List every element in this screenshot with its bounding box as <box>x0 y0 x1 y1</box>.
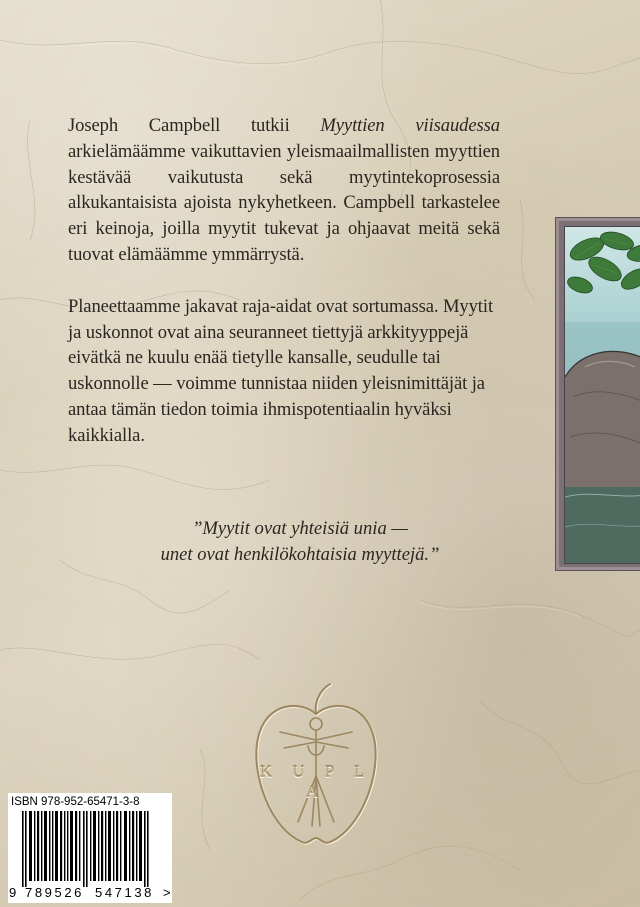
ean-left-group: 789526 <box>25 885 84 900</box>
campbell-quote <box>100 516 500 568</box>
publisher-logo <box>250 680 382 850</box>
paragraph-1-intro: Joseph Campbell tutkii <box>68 115 321 136</box>
paragraph-1-rest: arkielämäämme vaikuttavien yleismaailmallisten myyttien kestävää vaikutusta sekä myytintekoprosessia alkukantaisista ajoista nykyhetkeen. Campbell tarkastelee eri keinoja, joilla myytit tukevat ja ohjaavat meitä sekä tuovat elämäämme ymmärrystä. <box>68 140 500 265</box>
description-paragraph-1 <box>68 113 500 268</box>
ean-first-digit: 9 <box>9 885 17 900</box>
isbn-barcode <box>8 793 172 903</box>
painting-image <box>564 226 640 564</box>
publisher-name: K U P L A <box>259 762 373 801</box>
framed-painting <box>556 218 640 570</box>
quote-line-2: unet ovat henkilökohtaisia myyttejä.” <box>160 543 440 565</box>
isbn-label: ISBN 978-952-65471-3-8 <box>11 796 140 808</box>
book-title: Myyttien viisaudessa <box>320 115 500 136</box>
ean-right-group: 547138 <box>95 885 154 900</box>
description-paragraph-2: Planeettaamme jakavat raja-aidat ovat sortumassa. Myytit ja uskonnot ovat aina seuranneet tiettyjä arkkityyppejä eivätkä ne kuulu enää tietylle kansalle, seudulle tai uskonnolle — voimme tunnistaa niiden yleisnimittäjät ja antaa tämän tiedon toimia ihmispotentiaalin hyväksi kaikkialla. <box>68 295 494 446</box>
ean-quiet-zone-mark: > <box>163 885 171 900</box>
back-cover-description <box>68 113 500 449</box>
painting-scene <box>565 227 640 563</box>
barcode-bars <box>14 811 164 887</box>
quote-line-1: ”Myytit ovat yhteisiä unia — <box>192 518 408 539</box>
